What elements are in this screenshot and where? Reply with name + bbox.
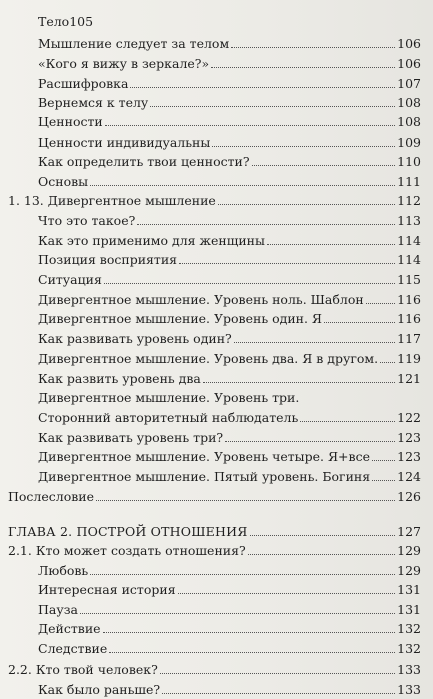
toc-page-number: 124 (397, 469, 421, 484)
toc-page-number: 123 (397, 449, 421, 464)
toc-page-number: 113 (397, 213, 421, 228)
toc-entry-title: 1. 13. Дивергентное мышление (8, 193, 216, 208)
toc-page-number: 112 (397, 193, 421, 208)
toc-entry-title: Действие (38, 621, 101, 636)
toc-leader-dots (203, 382, 395, 383)
toc-leader-dots (372, 480, 395, 481)
toc-page-number: 133 (397, 682, 421, 697)
toc-entry[interactable] (0, 249, 433, 267)
toc-entry-title: Как развивать уровень один? (38, 331, 232, 346)
toc-leader-dots (248, 554, 395, 555)
toc-entry[interactable] (0, 446, 433, 464)
toc-entry-title: Основы (38, 174, 89, 189)
toc-leader-dots (130, 87, 395, 88)
toc-entry[interactable] (0, 368, 433, 386)
toc-leader-dots (178, 593, 396, 594)
toc-entry-title: Интересная история (38, 582, 176, 597)
toc-leader-dots (90, 574, 395, 575)
toc-entry-title: Тело105 (38, 14, 94, 29)
toc-leader-dots (162, 693, 395, 694)
toc-entry-title: Дивергентное мышление. Уровень ноль. Шаблон (38, 292, 364, 307)
toc-entry[interactable] (0, 289, 433, 307)
toc-entry-title: Следствие (38, 641, 108, 656)
toc-page-number: 123 (397, 430, 421, 445)
toc-entry-title: Дивергентное мышление. Пятый уровень. Богиня (38, 469, 371, 484)
toc-entry[interactable] (0, 348, 433, 366)
toc-page-number: 133 (397, 662, 421, 677)
toc-entry[interactable] (0, 521, 433, 539)
toc-entry-title: Как было раньше? (38, 682, 161, 697)
toc-page-number: 114 (397, 252, 421, 267)
toc-entry[interactable] (0, 407, 433, 425)
toc-page-number: 122 (397, 410, 421, 425)
toc-leader-dots (252, 165, 396, 166)
toc-leader-dots (179, 263, 395, 264)
toc-entry[interactable] (0, 486, 433, 504)
toc-page-number: 110 (397, 154, 421, 169)
toc-page-number: 117 (397, 331, 421, 346)
toc-entry-title: Вернемся к телу (38, 95, 149, 110)
toc-entry[interactable] (0, 33, 433, 51)
toc-entry-title: Послесловие (8, 489, 94, 504)
toc-leader-dots (300, 421, 395, 422)
toc-leader-dots (372, 460, 395, 461)
toc-leader-dots (218, 204, 395, 205)
toc-page-number: 129 (397, 563, 421, 578)
toc-entry[interactable] (0, 190, 433, 208)
toc-entry[interactable] (0, 53, 433, 71)
toc-entry[interactable] (0, 579, 433, 597)
toc-entry[interactable] (0, 387, 433, 405)
toc-leader-dots (267, 244, 395, 245)
toc-entry[interactable] (0, 618, 433, 636)
toc-page-number: 115 (397, 272, 421, 287)
toc-entry[interactable] (0, 427, 433, 445)
toc-leader-dots (211, 67, 395, 68)
toc-page-number: 126 (397, 489, 421, 504)
toc-entry[interactable] (0, 132, 433, 150)
toc-entry-title: Позиция восприятия (38, 252, 178, 267)
toc-entry[interactable] (0, 11, 433, 29)
toc-entry-title: «Кого я вижу в зеркале?» (38, 56, 210, 71)
toc-entry-title: Дивергентное мышление. Уровень три. (38, 390, 300, 405)
toc-leader-dots (104, 283, 395, 284)
toc-leader-dots (324, 322, 395, 323)
toc-page-number: 121 (397, 371, 421, 386)
toc-entry[interactable] (0, 171, 433, 189)
toc-page-number: 108 (397, 114, 421, 129)
toc-entry-title: Ситуация (38, 272, 102, 287)
toc-entry[interactable] (0, 679, 433, 697)
toc-entry-title: ГЛАВА 2. ПОСТРОЙ ОТНОШЕНИЯ (8, 524, 248, 539)
toc-leader-dots (96, 500, 395, 501)
toc-page-number: 107 (397, 76, 421, 91)
toc-page-number: 127 (397, 524, 421, 539)
toc-page-number: 132 (397, 641, 421, 656)
toc-page-number: 109 (397, 135, 421, 150)
toc-page-number: 114 (397, 233, 421, 248)
toc-leader-dots (160, 673, 395, 674)
toc-page-number: 119 (397, 351, 421, 366)
toc-entry[interactable] (0, 659, 433, 677)
toc-entry[interactable] (0, 73, 433, 91)
toc-entry-title: 2.2. Кто твой человек? (8, 662, 158, 677)
toc-entry[interactable] (0, 151, 433, 169)
toc-leader-dots (150, 106, 395, 107)
toc-entry-title: Дивергентное мышление. Уровень один. Я (38, 311, 323, 326)
toc-leader-dots (225, 441, 395, 442)
toc-entry-title: Что это такое? (38, 213, 136, 228)
toc-entry-title: Дивергентное мышление. Уровень четыре. Я+все (38, 449, 370, 464)
toc-leader-dots (250, 535, 396, 536)
toc-leader-dots (90, 185, 395, 186)
toc-entry[interactable] (0, 210, 433, 228)
toc-entry-title: Любовь (38, 563, 89, 578)
toc-entry[interactable] (0, 638, 433, 656)
toc-entry-title: Дивергентное мышление. Уровень два. Я в другом. (38, 351, 379, 366)
toc-leader-dots (366, 303, 395, 304)
toc-page-number: 116 (397, 311, 421, 326)
toc-leader-dots (231, 47, 395, 48)
toc-entry-title: Как это применимо для женщины (38, 233, 265, 248)
toc-page-number: 116 (397, 292, 421, 307)
toc-leader-dots (234, 342, 395, 343)
toc-entry[interactable] (0, 92, 433, 110)
toc-page-number: 106 (397, 36, 421, 51)
toc-entry-title: Ценности (38, 114, 103, 129)
toc-leader-dots (105, 125, 395, 126)
toc-entry-title: Ценности индивидуальны (38, 135, 211, 150)
toc-leader-dots (137, 224, 395, 225)
toc-page-number: 131 (397, 582, 421, 597)
toc-leader-dots (109, 652, 395, 653)
toc-entry[interactable] (0, 560, 433, 578)
toc-entry-title: Сторонний авторитетный наблюдатель (38, 410, 299, 425)
toc-entry[interactable] (0, 540, 433, 558)
toc-entry-title: Как определить твои ценности? (38, 154, 250, 169)
toc-entry[interactable] (0, 269, 433, 287)
toc-entry[interactable] (0, 111, 433, 129)
toc-entry[interactable] (0, 599, 433, 617)
toc-entry-title: Расшифровка (38, 76, 129, 91)
toc-leader-dots (103, 632, 396, 633)
toc-page-number: 129 (397, 543, 421, 558)
toc-page-number: 111 (397, 174, 421, 189)
toc-leader-dots (380, 362, 395, 363)
toc-entry[interactable] (0, 466, 433, 484)
toc-entry-title: Как развить уровень два (38, 371, 201, 386)
toc-entry[interactable] (0, 230, 433, 248)
toc-page-number: 106 (397, 56, 421, 71)
toc-entry[interactable] (0, 308, 433, 326)
toc-page-number: 132 (397, 621, 421, 636)
toc-page-number: 108 (397, 95, 421, 110)
toc-leader-dots (212, 146, 395, 147)
toc-entry[interactable] (0, 328, 433, 346)
toc-leader-dots (80, 613, 395, 614)
toc-entry-title: Как развивать уровень три? (38, 430, 224, 445)
toc-entry-title: Мышление следует за телом (38, 36, 230, 51)
toc-entry-title: 2.1. Кто может создать отношения? (8, 543, 246, 558)
toc-entry-title: Пауза (38, 602, 78, 617)
toc-page-number: 131 (397, 602, 421, 617)
